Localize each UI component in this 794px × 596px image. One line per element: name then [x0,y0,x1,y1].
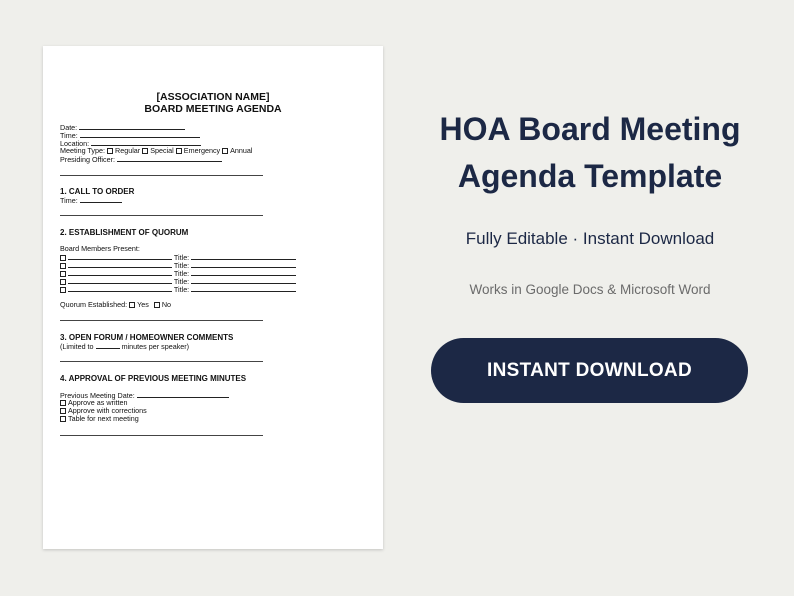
meeting-type-option: Regular [115,146,141,155]
instant-download-button[interactable]: INSTANT DOWNLOAD [431,338,748,403]
meeting-type-option: Annual [230,146,253,155]
member-title-blank [191,261,296,268]
checkbox-icon [129,302,135,308]
divider [60,361,263,362]
checkbox-icon [107,148,113,154]
member-title-label: Title: [173,253,190,262]
approval-option [60,415,139,423]
divider [60,215,263,216]
time-blank [80,131,200,138]
member-title-label: Title: [173,261,190,270]
date-label: Date: [60,123,78,132]
checkbox-icon [60,287,66,293]
member-name-blank [68,285,172,292]
compatibility-note: Works in Google Docs & Microsoft Word [469,282,711,297]
previous-date-label: Previous Meeting Date: [60,391,135,400]
meeting-type-option: Emergency [183,146,221,155]
meeting-type-line [60,147,253,155]
checkbox-icon [60,271,66,277]
divider [60,175,263,176]
checkbox-icon [60,263,66,269]
checkbox-icon [60,255,66,261]
checkbox-icon [60,400,66,406]
divider [60,320,263,321]
document-title: BOARD MEETING AGENDA [144,103,282,115]
checkbox-icon [60,416,66,422]
member-name-blank [68,261,172,268]
member-name-blank [68,277,172,284]
member-title-blank [191,277,296,284]
headline-line-1: HOA Board Meeting [439,111,741,147]
quorum-label: Quorum Established: [60,300,128,309]
member-name-blank [68,269,172,276]
member-title-blank [191,269,296,276]
section-call-to-order: 1. CALL TO ORDER [60,187,135,196]
date-blank [79,123,185,130]
checkbox-icon [154,302,160,308]
headline-line-2: Agenda Template [457,158,723,194]
agenda-document-preview [43,46,383,549]
subtitle: Fully Editable · Instant Download [465,229,715,248]
member-title-blank [191,253,296,260]
previous-date-blank [137,391,229,398]
meeting-type-label: Meeting Type: [60,146,106,155]
quorum-line [60,301,171,309]
checkbox-icon [60,408,66,414]
call-time-label: Time: [60,196,78,205]
quorum-yes: Yes [137,300,149,309]
member-title-label: Title: [173,277,190,286]
location-label: Location: [60,139,90,148]
member-name-blank [68,253,172,260]
forum-limit-line [60,342,189,351]
member-row [60,285,296,294]
member-title-blank [191,285,296,292]
association-name: [ASSOCIATION NAME] [156,91,270,103]
presiding-blank [117,155,222,162]
checkbox-icon [176,148,182,154]
time-label: Time: [60,131,78,140]
call-time-blank [80,196,122,203]
forum-limit-suffix: minutes per speaker) [121,342,190,351]
approval-option-label: Table for next meeting [68,414,139,423]
forum-limit-prefix: (Limited to [60,342,94,351]
approval-option-label: Approve as written [68,398,128,407]
member-title-label: Title: [173,269,190,278]
section-open-forum: 3. OPEN FORUM / HOMEOWNER COMMENTS [60,333,234,342]
presiding-label: Presiding Officer: [60,155,115,164]
members-present-label: Board Members Present: [60,244,140,253]
location-blank [91,139,201,146]
checkbox-icon [142,148,148,154]
divider [60,435,263,436]
call-time-line [60,196,122,205]
section-approval-minutes: 4. APPROVAL OF PREVIOUS MEETING MINUTES [60,374,247,383]
forum-minutes-blank [96,342,120,349]
meeting-type-option: Special [150,146,174,155]
checkbox-icon [222,148,228,154]
approval-option-label: Approve with corrections [68,406,147,415]
checkbox-icon [60,279,66,285]
quorum-no: No [161,300,172,309]
section-quorum: 2. ESTABLISHMENT OF QUORUM [60,228,189,237]
presiding-line [60,155,222,164]
member-title-label: Title: [173,285,190,294]
